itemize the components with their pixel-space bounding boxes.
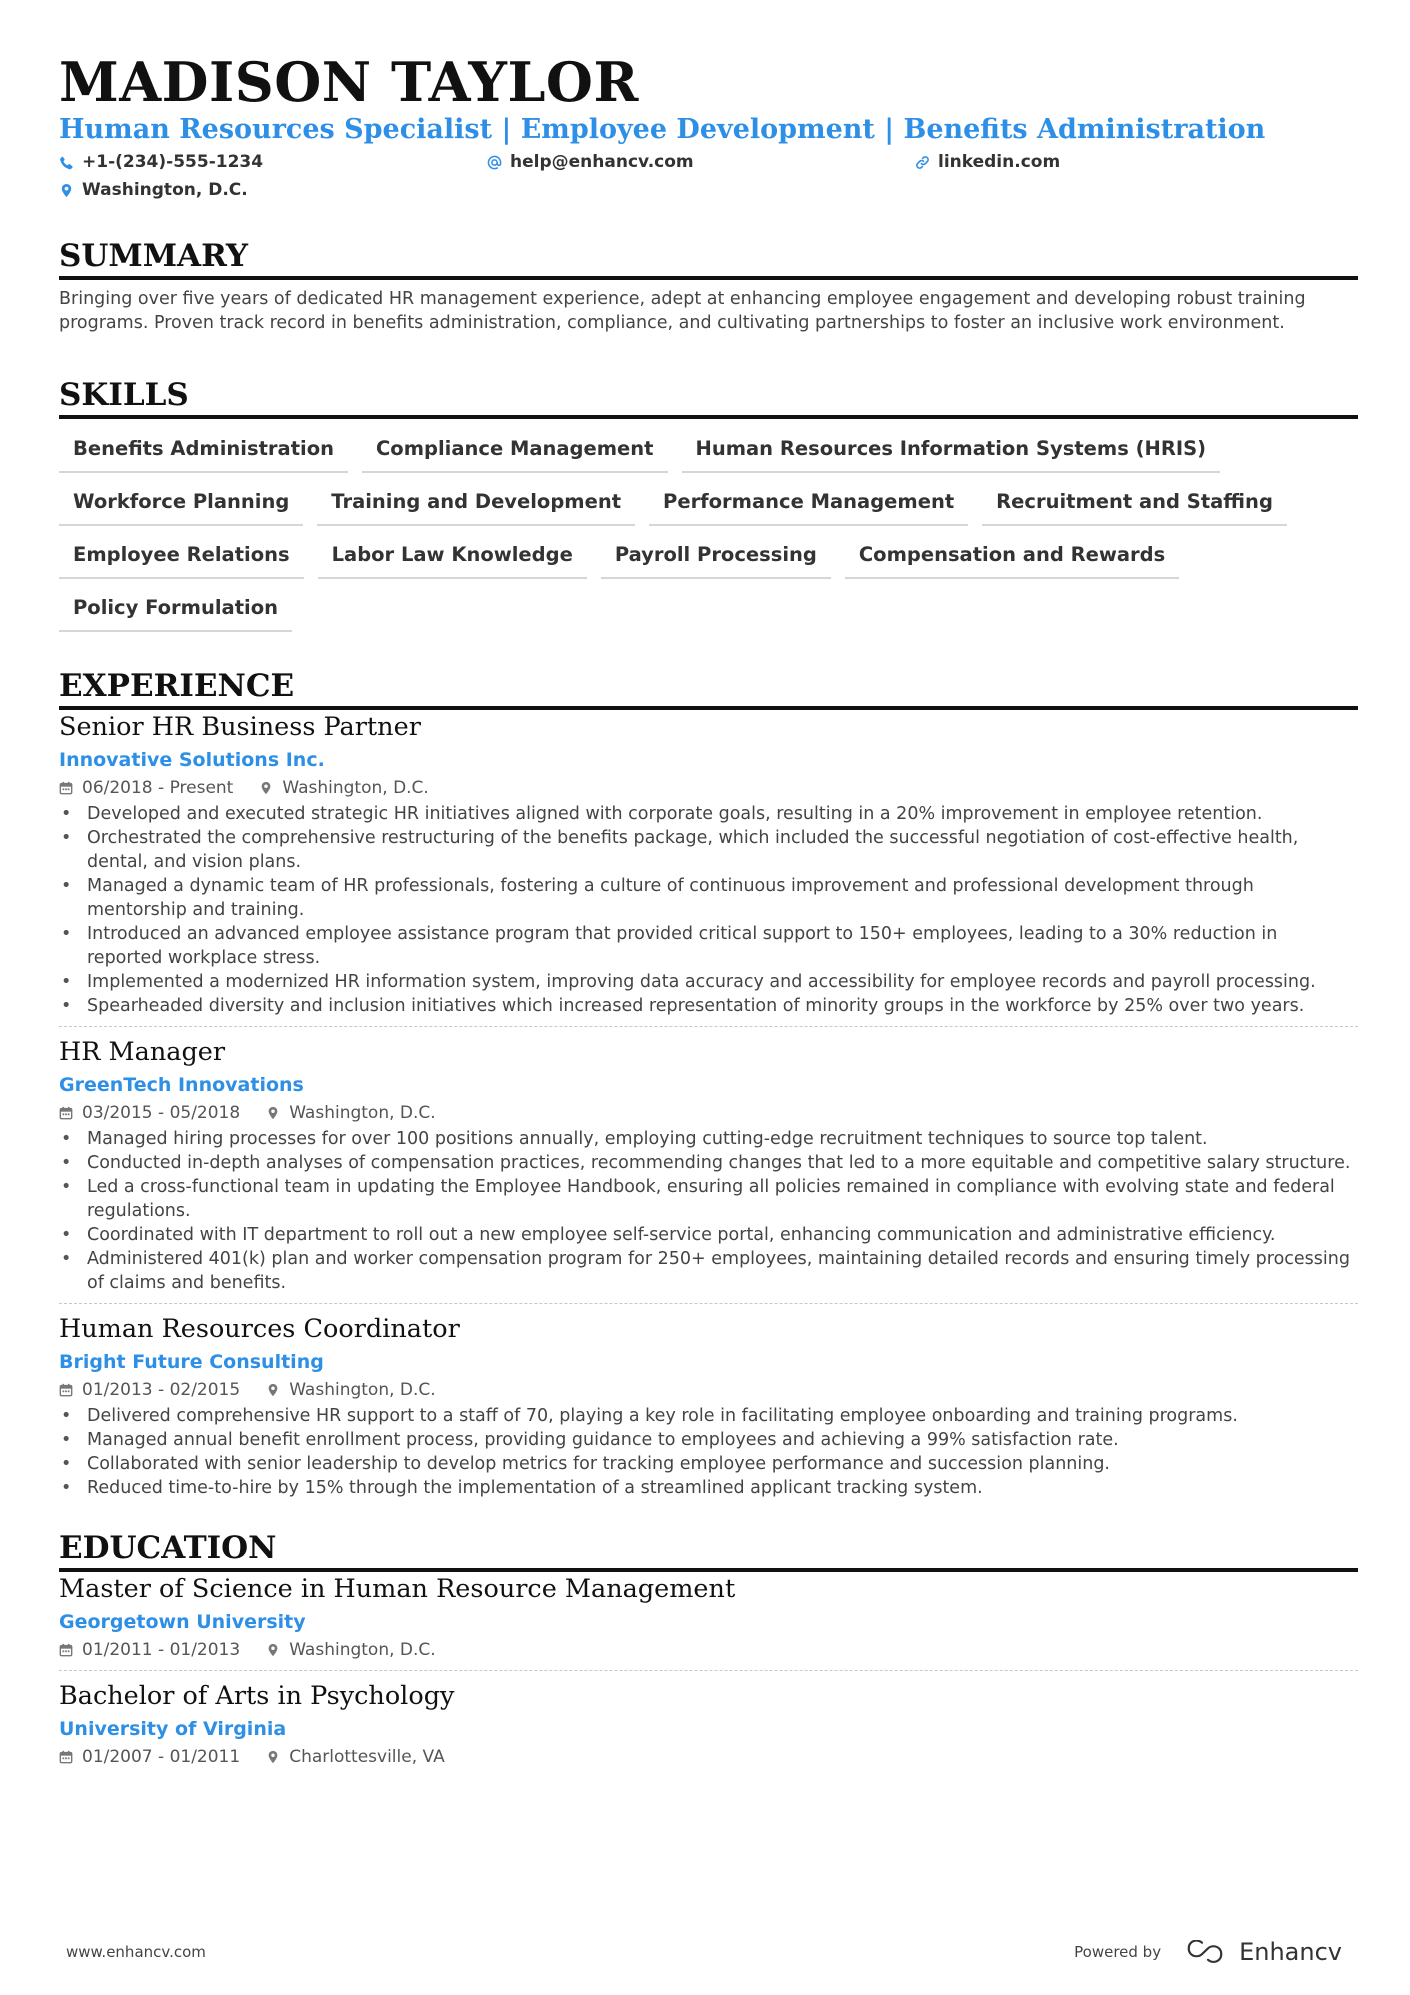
- job-title: Senior HR Business Partner: [59, 712, 421, 742]
- job-title: HR Manager: [59, 1037, 226, 1067]
- entry-location: [266, 1638, 435, 1662]
- contact-phone[interactable]: [59, 150, 487, 174]
- skill-tag: Labor Law Knowledge: [318, 541, 587, 579]
- skill-tag: Workforce Planning: [59, 488, 303, 526]
- dates-text: 03/2015 - 05/2018: [82, 1103, 241, 1123]
- contact-location: [59, 178, 487, 202]
- phone-number: +1-(234)-555-1234: [82, 152, 264, 172]
- list-item: • Managed hiring processes for over 100 positions annually, employing cutting-edge recruitment techniques to source top talent.: [59, 1127, 1358, 1151]
- school-name: University of Virginia: [59, 1718, 287, 1740]
- school-name: Georgetown University: [59, 1611, 306, 1633]
- entry-location: [259, 776, 428, 800]
- contact-info: [59, 150, 1358, 202]
- job-title: Human Resources Coordinator: [59, 1314, 460, 1344]
- achievement-list: [59, 1404, 1358, 1500]
- map-pin-icon: [266, 1106, 280, 1120]
- location-text: Charlottesville, VA: [289, 1747, 445, 1767]
- achievement-list: [59, 1127, 1358, 1295]
- map-pin-icon: [59, 183, 74, 198]
- entry-location: [266, 1378, 435, 1402]
- achievement-list: [59, 802, 1358, 1018]
- calendar-icon: [59, 1750, 73, 1764]
- dates-text: 01/2007 - 01/2011: [82, 1747, 241, 1767]
- skill-tag: Training and Development: [317, 488, 635, 526]
- entry-location: [266, 1745, 445, 1769]
- skill-tag: Human Resources Information Systems (HRIS): [682, 435, 1221, 473]
- degree-title: Bachelor of Arts in Psychology: [59, 1681, 455, 1711]
- calendar-icon: [59, 781, 73, 795]
- skill-tag: Payroll Processing: [601, 541, 831, 579]
- powered-by-label: Powered by: [1074, 1943, 1162, 1961]
- skill-tag: Benefits Administration: [59, 435, 348, 473]
- summary-section: [59, 236, 1358, 335]
- list-item: • Managed annual benefit enrollment process, providing guidance to employees and achieving a 99% satisfaction rate.: [59, 1428, 1358, 1452]
- company-name: GreenTech Innovations: [59, 1074, 304, 1096]
- entry-dates: [59, 1378, 240, 1402]
- dates-text: 01/2011 - 01/2013: [82, 1640, 241, 1660]
- skill-tag: Employee Relations: [59, 541, 304, 579]
- page-footer: [66, 1938, 1342, 1966]
- skill-tag: Compliance Management: [362, 435, 668, 473]
- map-pin-icon: [266, 1383, 280, 1397]
- calendar-icon: [59, 1106, 73, 1120]
- skills-heading: SKILLS: [59, 375, 1358, 419]
- list-item: • Implemented a modernized HR information system, improving data accuracy and accessibility for employee records and payroll processing.: [59, 970, 1358, 994]
- phone-icon: [59, 155, 74, 170]
- education-entry: [59, 1670, 1358, 1777]
- list-item: • Orchestrated the comprehensive restructuring of the benefits package, which included the successful negotiation of cost-effective health, dental, and vision plans.: [59, 826, 1358, 874]
- calendar-icon: [59, 1643, 73, 1657]
- candidate-headline: Human Resources Specialist | Employee Development | Benefits Administration: [59, 114, 1266, 145]
- enhancv-logo-icon: [1185, 1940, 1231, 1964]
- list-item: • Led a cross-functional team in updating the Employee Handbook, ensuring all policies remained in compliance with evolving state and federal regulations.: [59, 1175, 1358, 1223]
- list-item: • Delivered comprehensive HR support to a staff of 70, playing a key role in facilitating employee onboarding and training programs.: [59, 1404, 1358, 1428]
- map-pin-icon: [266, 1750, 280, 1764]
- list-item: • Spearheaded diversity and inclusion initiatives which increased representation of minority groups in the workforce by 25% over two years.: [59, 994, 1358, 1018]
- entry-meta: [59, 1745, 1358, 1769]
- brand-name: Enhancv: [1239, 1938, 1342, 1966]
- contact-email[interactable]: [487, 150, 915, 174]
- company-name: Bright Future Consulting: [59, 1351, 324, 1373]
- location-text: Washington, D.C.: [289, 1103, 436, 1123]
- education-entry: [59, 1572, 1358, 1670]
- map-pin-icon: [266, 1643, 280, 1657]
- dates-text: 01/2013 - 02/2015: [82, 1380, 241, 1400]
- email-address: help@enhancv.com: [510, 152, 694, 172]
- location-text: Washington, D.C.: [289, 1380, 436, 1400]
- entry-dates: [59, 776, 233, 800]
- entry-meta: [59, 1378, 1358, 1402]
- skill-tag: Compensation and Rewards: [845, 541, 1179, 579]
- experience-entry: [59, 1303, 1358, 1508]
- skill-tag: Performance Management: [649, 488, 968, 526]
- experience-entry: [59, 1026, 1358, 1303]
- at-icon: [487, 155, 502, 170]
- list-item: • Managed a dynamic team of HR professionals, fostering a culture of continuous improvement and professional development through mentorship and training.: [59, 874, 1358, 922]
- entry-dates: [59, 1638, 240, 1662]
- skills-section: [59, 375, 1358, 632]
- entry-dates: [59, 1101, 240, 1125]
- skill-tag: Recruitment and Staffing: [982, 488, 1287, 526]
- resume-header: [59, 52, 1358, 202]
- skills-list: [59, 435, 1358, 632]
- skill-tag: Policy Formulation: [59, 594, 292, 632]
- list-item: • Collaborated with senior leadership to develop metrics for tracking employee performance and succession planning.: [59, 1452, 1358, 1476]
- map-pin-icon: [259, 781, 273, 795]
- experience-heading: EXPERIENCE: [59, 666, 1358, 710]
- list-item: • Conducted in-depth analyses of compensation practices, recommending changes that led to a more equitable and competitive salary structure.: [59, 1151, 1358, 1175]
- location-text: Washington, D.C.: [82, 180, 248, 200]
- entry-location: [266, 1101, 435, 1125]
- summary-text: Bringing over five years of dedicated HR management experience, adept at enhancing employee engagement and developing robust training programs. Proven track record in benefits administration, compliance, and cultivating partnerships to foster an inclusive work environment.: [59, 289, 1306, 333]
- entry-meta: [59, 1101, 1358, 1125]
- list-item: • Developed and executed strategic HR initiatives aligned with corporate goals, resulting in a 20% improvement in employee retention.: [59, 802, 1358, 826]
- location-text: Washington, D.C.: [289, 1640, 436, 1660]
- linkedin-url: linkedin.com: [938, 152, 1061, 172]
- education-heading: EDUCATION: [59, 1528, 1358, 1572]
- experience-entry: [59, 710, 1358, 1026]
- list-item: • Introduced an advanced employee assistance program that provided critical support to 150+ employees, leading to a 30% reduction in reported workplace stress.: [59, 922, 1358, 970]
- list-item: • Coordinated with IT department to roll out a new employee self-service portal, enhancing communication and administrative efficiency.: [59, 1223, 1358, 1247]
- list-item: • Reduced time-to-hire by 15% through the implementation of a streamlined applicant tracking system.: [59, 1476, 1358, 1500]
- location-text: Washington, D.C.: [282, 778, 429, 798]
- experience-section: [59, 666, 1358, 1508]
- footer-branding: [1074, 1938, 1342, 1966]
- contact-linkedin[interactable]: [915, 150, 1343, 174]
- enhancv-logo[interactable]: [1185, 1938, 1342, 1966]
- entry-dates: [59, 1745, 240, 1769]
- degree-title: Master of Science in Human Resource Management: [59, 1574, 736, 1604]
- list-item: • Administered 401(k) plan and worker compensation program for 250+ employees, maintaining detailed records and ensuring timely processing of claims and benefits.: [59, 1247, 1358, 1295]
- dates-text: 06/2018 - Present: [82, 778, 234, 798]
- footer-website-link[interactable]: www.enhancv.com: [66, 1943, 206, 1961]
- candidate-name: MADISON TAYLOR: [59, 50, 639, 114]
- education-section: [59, 1528, 1358, 1777]
- entry-meta: [59, 776, 1358, 800]
- summary-heading: SUMMARY: [59, 236, 1358, 280]
- company-name: Innovative Solutions Inc.: [59, 749, 325, 771]
- link-icon: [915, 155, 930, 170]
- calendar-icon: [59, 1383, 73, 1397]
- resume-page: [59, 52, 1358, 1777]
- entry-meta: [59, 1638, 1358, 1662]
